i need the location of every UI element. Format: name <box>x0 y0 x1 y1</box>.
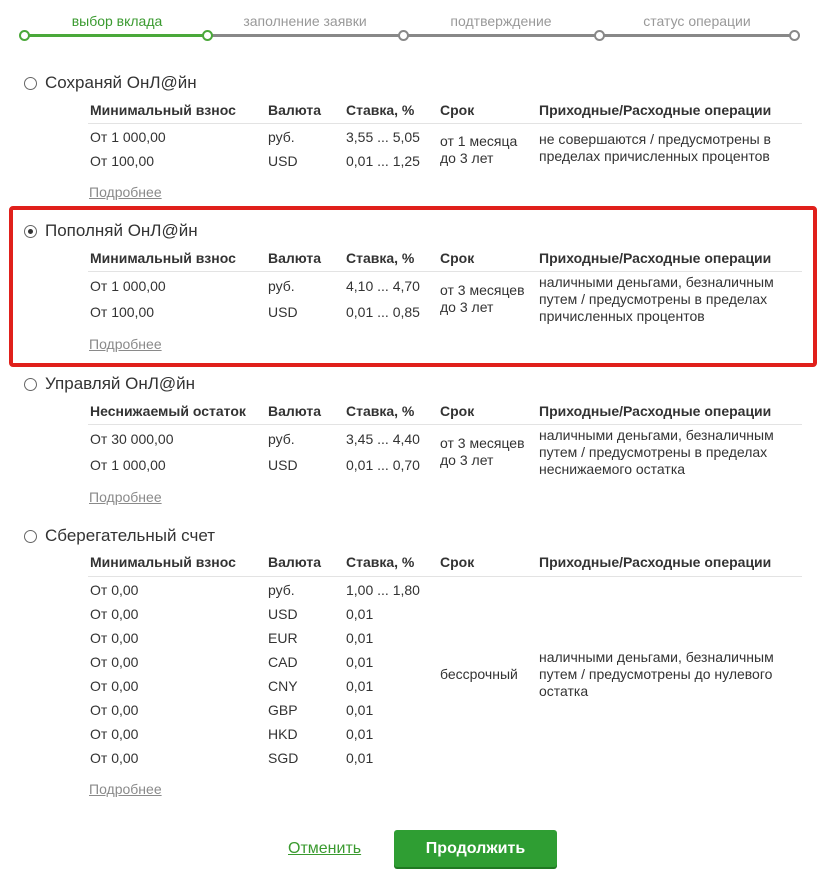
term-value: от 3 месяцев до 3 лет <box>440 282 525 315</box>
step-confirmation: подтверждение <box>450 13 552 29</box>
row-amount: От 0,00 <box>90 702 139 718</box>
row-rate: 0,01 <box>346 654 374 670</box>
col-header-rate: Ставка, % <box>346 554 415 570</box>
more-link[interactable]: Подробнее <box>89 184 162 200</box>
row-amount: От 1 000,00 <box>90 278 166 294</box>
more-link[interactable]: Подробнее <box>89 781 162 797</box>
row-rate: 0,01 <box>346 702 374 718</box>
cancel-link[interactable]: Отменить <box>288 840 362 857</box>
col-header-min-balance: Неснижаемый остаток <box>90 403 246 419</box>
step-dot-5 <box>789 30 800 41</box>
col-header-rate: Ставка, % <box>346 102 415 118</box>
operations-value: не совершаются / предусмотрены в пределах причисленных процентов <box>539 131 771 164</box>
row-rate: 3,45 ... 4,40 <box>346 431 420 447</box>
radio-button[interactable] <box>24 530 37 543</box>
step-line-4 <box>600 34 795 37</box>
header-divider <box>88 424 802 425</box>
row-amount: От 100,00 <box>90 153 155 169</box>
col-header-rate: Ставка, % <box>346 250 415 266</box>
row-amount: От 1 000,00 <box>90 457 166 473</box>
row-currency: руб. <box>268 582 295 598</box>
deposit-option-manage[interactable] <box>24 374 195 394</box>
row-currency: HKD <box>268 726 298 742</box>
row-amount: От 1 000,00 <box>90 129 166 145</box>
row-currency: CAD <box>268 654 298 670</box>
step-dot-1 <box>19 30 30 41</box>
col-header-operations: Приходные/Расходные операции <box>539 102 772 118</box>
more-link[interactable]: Подробнее <box>89 336 162 352</box>
deposit-title: Сберегательный счет <box>45 526 216 545</box>
row-currency: USD <box>268 153 298 169</box>
row-amount: От 0,00 <box>90 750 139 766</box>
row-rate: 1,00 ... 1,80 <box>346 582 420 598</box>
row-amount: От 0,00 <box>90 630 139 646</box>
term-value: от 1 месяца до 3 лет <box>440 133 518 166</box>
row-rate: 4,10 ... 4,70 <box>346 278 420 294</box>
row-rate: 0,01 ... 1,25 <box>346 153 420 169</box>
operations-value: наличными деньгами, безналичным путем / предусмотрены до нулевого остатка <box>539 649 774 699</box>
step-dot-4 <box>594 30 605 41</box>
row-amount: От 0,00 <box>90 606 139 622</box>
deposit-option-savings[interactable] <box>24 526 215 546</box>
col-header-currency: Валюта <box>268 250 322 266</box>
col-header-term: Срок <box>440 403 475 419</box>
step-choose-deposit: выбор вклада <box>71 13 163 29</box>
term-value: бессрочный <box>440 666 518 682</box>
row-rate: 0,01 ... 0,85 <box>346 304 420 320</box>
step-operation-status: статус операции <box>643 13 751 29</box>
progress-stepper <box>0 0 823 50</box>
col-header-operations: Приходные/Расходные операции <box>539 554 772 570</box>
header-divider <box>88 271 802 272</box>
row-rate: 0,01 ... 0,70 <box>346 457 420 473</box>
col-header-currency: Валюта <box>268 554 322 570</box>
col-header-min-amount: Минимальный взнос <box>90 102 236 118</box>
operations-value: наличными деньгами, безналичным путем / предусмотрены в пределах неснижаемого остатка <box>539 427 774 477</box>
step-line-1 <box>25 34 208 37</box>
col-header-term: Срок <box>440 554 475 570</box>
col-header-term: Срок <box>440 250 475 266</box>
row-currency: руб. <box>268 129 295 145</box>
row-amount: От 0,00 <box>90 654 139 670</box>
step-dot-3 <box>398 30 409 41</box>
row-currency: GBP <box>268 702 298 718</box>
col-header-min-amount: Минимальный взнос <box>90 554 236 570</box>
deposit-option-topup[interactable] <box>24 221 198 241</box>
row-currency: руб. <box>268 431 295 447</box>
step-line-2 <box>208 34 404 37</box>
row-rate: 0,01 <box>346 606 374 622</box>
operations-value: наличными деньгами, безналичным путем / предусмотрены в пределах причисленных процентов <box>539 274 774 324</box>
deposit-title: Управляй ОнЛ@йн <box>45 374 196 393</box>
row-currency: USD <box>268 304 298 320</box>
col-header-operations: Приходные/Расходные операции <box>539 250 772 266</box>
row-amount: От 0,00 <box>90 582 139 598</box>
deposit-title: Сохраняй ОнЛ@йн <box>45 73 197 92</box>
col-header-currency: Валюта <box>268 102 322 118</box>
header-divider <box>88 123 802 124</box>
row-amount: От 0,00 <box>90 726 139 742</box>
row-rate: 0,01 <box>346 750 374 766</box>
radio-button[interactable] <box>24 378 37 391</box>
radio-button[interactable] <box>24 77 37 90</box>
term-value: от 3 месяцев до 3 лет <box>440 435 525 468</box>
row-currency: USD <box>268 457 298 473</box>
row-currency: руб. <box>268 278 295 294</box>
row-amount: От 30 000,00 <box>90 431 174 447</box>
continue-button[interactable]: Продолжить <box>394 830 557 867</box>
row-rate: 0,01 <box>346 726 374 742</box>
row-currency: CNY <box>268 678 298 694</box>
deposit-option-save[interactable] <box>24 73 197 93</box>
col-header-rate: Ставка, % <box>346 403 415 419</box>
row-rate: 0,01 <box>346 630 374 646</box>
col-header-term: Срок <box>440 102 475 118</box>
col-header-operations: Приходные/Расходные операции <box>539 403 772 419</box>
deposit-title: Пополняй ОнЛ@йн <box>45 221 198 240</box>
col-header-min-amount: Минимальный взнос <box>90 250 236 266</box>
more-link[interactable]: Подробнее <box>89 489 162 505</box>
row-currency: USD <box>268 606 298 622</box>
row-currency: SGD <box>268 750 299 766</box>
row-amount: От 0,00 <box>90 678 139 694</box>
row-rate: 0,01 <box>346 678 374 694</box>
col-header-currency: Валюта <box>268 403 322 419</box>
row-currency: EUR <box>268 630 298 646</box>
step-fill-application: заполнение заявки <box>243 13 367 29</box>
step-dot-2 <box>202 30 213 41</box>
row-rate: 3,55 ... 5,05 <box>346 129 420 145</box>
row-amount: От 100,00 <box>90 304 155 320</box>
radio-button-checked[interactable] <box>24 225 37 238</box>
step-line-3 <box>404 34 600 37</box>
header-divider <box>88 576 802 577</box>
